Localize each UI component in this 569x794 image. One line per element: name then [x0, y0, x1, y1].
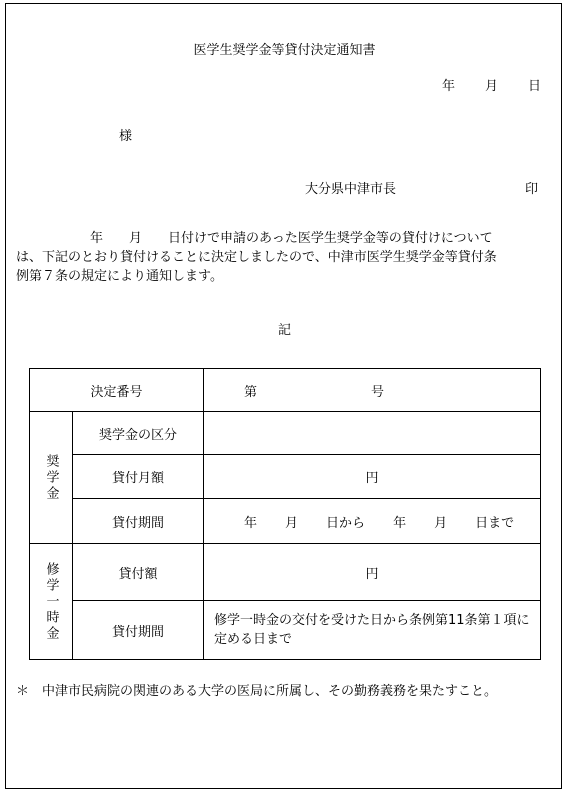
date-day: 日	[527, 79, 541, 94]
footnote: ＊ 中津市民病院の関連のある大学の医局に所属し、その勤務義務を果たすこと。	[16, 684, 498, 699]
body-paragraph	[16, 229, 546, 286]
period-year2: 年	[393, 515, 407, 531]
lump-amount-label: 貸付額	[73, 544, 204, 601]
lump-amount-value: 円	[204, 544, 541, 601]
ki-heading: 記	[277, 323, 291, 338]
lump-group-cell	[30, 544, 73, 660]
row-lump-period	[30, 601, 541, 660]
lump-period-value: 修学一時金の交付を受けた日から条例第11条第１項に定める日まで	[204, 601, 541, 660]
monthly-amount-label: 貸付月額	[73, 455, 204, 499]
period-month2: 月	[434, 515, 448, 531]
period-from: 日から	[326, 515, 366, 531]
row-monthly-amount	[30, 455, 541, 499]
row-scholarship-category	[30, 412, 541, 455]
period-to: 日まで	[475, 515, 515, 531]
decision-number-value	[204, 369, 541, 412]
scholarship-group-cell	[30, 412, 73, 544]
lump-period-label: 貸付期間	[73, 601, 204, 660]
period-year1: 年	[244, 515, 258, 531]
monthly-amount-value: 円	[204, 455, 541, 499]
row-lump-amount	[30, 544, 541, 601]
row-decision-number	[30, 369, 541, 412]
period-value	[204, 499, 541, 544]
recipient-suffix: 様	[119, 129, 133, 144]
seal-mark: 印	[525, 182, 539, 197]
date-year: 年	[441, 79, 455, 94]
scholarship-category-label: 奨学金の区分	[73, 412, 204, 455]
period-month1: 月	[285, 515, 299, 531]
row-period	[30, 499, 541, 544]
decision-number-prefix: 第	[244, 384, 258, 400]
scholarship-category-value	[204, 412, 541, 455]
decision-number-suffix: 号	[371, 384, 385, 400]
date-month: 月	[484, 79, 498, 94]
date-line	[442, 75, 541, 94]
body-line-1: 年 月 日付けで申請のあった医学生奨学金等の貸付けについて	[90, 231, 493, 246]
document-title: 医学生奨学金等貸付決定通知書	[193, 43, 376, 58]
decision-table	[29, 368, 541, 660]
issuer-name: 大分県中津市長	[305, 182, 397, 197]
body-line-3: 例第７条の規定により通知します。	[16, 269, 223, 284]
scholarship-group-label: 奨学金	[43, 453, 59, 502]
body-line-2: は、下記のとおり貸付けることに決定しましたので、中津市医学生奨学金等貸付条	[16, 250, 497, 265]
decision-number-label: 決定番号	[30, 369, 204, 412]
lump-group-label: 修学一時金	[43, 561, 59, 642]
period-label: 貸付期間	[73, 499, 204, 544]
